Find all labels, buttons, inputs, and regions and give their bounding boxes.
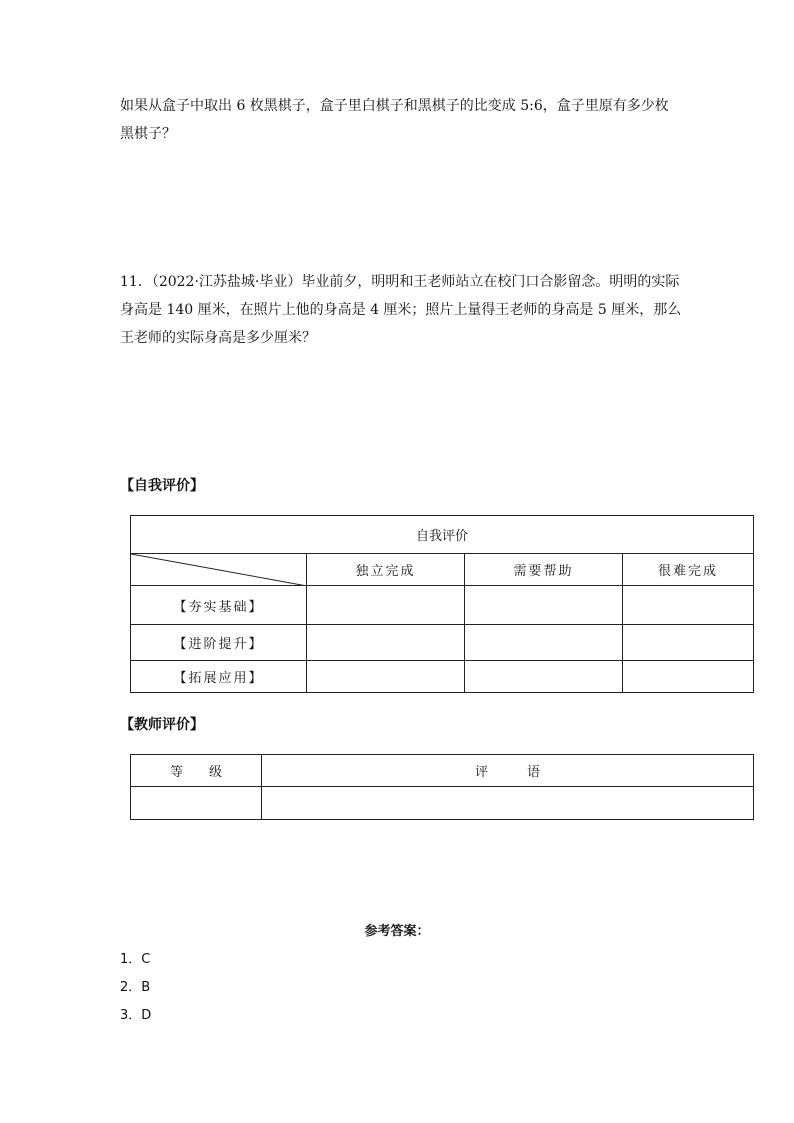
- self-eval-table: [130, 515, 754, 693]
- question11-line1: 11．（2022·江苏盐城·毕业）毕业前夕，明明和王老师站立在校门口合影留念。明明的实际: [120, 274, 680, 290]
- diagonal-line: [131, 554, 307, 586]
- answer-item: 2．B: [120, 980, 151, 995]
- col-header: 很难完成: [623, 554, 754, 586]
- question10-line1: 如果从盒子中取出 6 枚黑棋子，盒子里白棋子和黑棋子的比变成 5:6，盒子里原有多少枚: [120, 98, 669, 114]
- eval-cell[interactable]: [307, 625, 465, 661]
- question10-line2: 黑棋子？: [120, 126, 176, 142]
- comment-cell[interactable]: [262, 787, 754, 820]
- answer-item: 3．D: [120, 1008, 152, 1023]
- self-eval-heading: 【自我评价】: [120, 478, 204, 494]
- self-eval-table-title: 自我评价: [131, 516, 754, 554]
- question11-line3: 王老师的实际身高是多少厘米？: [120, 330, 316, 346]
- grade-header: 等 级: [131, 755, 262, 787]
- comment-header: 评 语: [262, 755, 754, 787]
- eval-cell[interactable]: [465, 625, 623, 661]
- col-header: 需要帮助: [465, 554, 623, 586]
- row-header: 【进阶提升】: [131, 625, 307, 661]
- question11-line2: 身高是 140 厘米，在照片上他的身高是 4 厘米；照片上量得王老师的身高是 5 厘米，那么: [120, 302, 682, 318]
- answer-item: 1．C: [120, 952, 151, 967]
- eval-cell[interactable]: [623, 625, 754, 661]
- teacher-eval-heading: 【教师评价】: [120, 717, 204, 733]
- grade-cell[interactable]: [131, 787, 262, 820]
- eval-cell[interactable]: [465, 586, 623, 625]
- answers-title: 参考答案：: [364, 924, 430, 939]
- eval-cell[interactable]: [623, 586, 754, 625]
- eval-cell[interactable]: [623, 661, 754, 693]
- row-header: 【拓展应用】: [131, 661, 307, 693]
- eval-cell[interactable]: [465, 661, 623, 693]
- eval-cell[interactable]: [307, 586, 465, 625]
- row-header: 【夯实基础】: [131, 586, 307, 625]
- eval-cell[interactable]: [307, 661, 465, 693]
- teacher-eval-table: [130, 754, 754, 820]
- diagonal-header-cell: [131, 554, 307, 586]
- col-header: 独立完成: [307, 554, 465, 586]
